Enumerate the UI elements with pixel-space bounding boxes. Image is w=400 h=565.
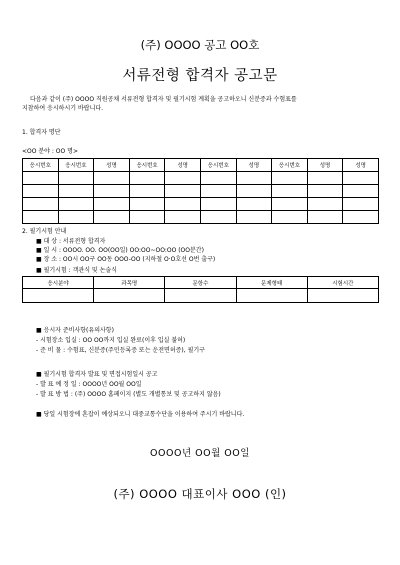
column-header: 응시번호	[200, 159, 236, 172]
prep-item-entry: - 시험장소 입실 : OO OO까지 입실 완료(이후 입실 불허)	[36, 337, 186, 344]
result-title: ■ 필기시험 합격자 발표 및 면접시험일시 공고	[36, 371, 158, 378]
table-cell	[165, 198, 201, 211]
prep-title: ■ 응시자 준비사항(유의사항)	[36, 327, 114, 334]
exam-info-table	[22, 276, 379, 303]
table-row	[23, 198, 379, 211]
column-header: 성명	[343, 159, 379, 172]
table-cell	[129, 198, 165, 211]
table-cell	[165, 289, 236, 303]
document-title: 서류전형 합격자 공고문	[122, 68, 278, 84]
table-cell	[307, 172, 343, 185]
exam-target-line: ■ 대 상 : 서류전형 합격자	[36, 238, 106, 245]
table-cell	[343, 185, 379, 198]
column-header: 성명	[94, 159, 130, 172]
document-date: OOOO년 OO월 OO일	[150, 448, 250, 459]
traffic-notice: ■ 당일 시험장에 혼잡이 예상되오니 대중교통수단을 이용하여 주시기 바랍니다.	[36, 411, 245, 418]
table-cell	[236, 172, 272, 185]
table-cell	[23, 211, 59, 224]
table-cell	[58, 185, 94, 198]
table-row	[23, 172, 379, 185]
table-header-row	[23, 277, 379, 289]
table-cell	[343, 211, 379, 224]
table-row	[23, 211, 379, 224]
intro-paragraph	[22, 95, 382, 113]
section2-heading: 2. 필기시험 안내	[22, 228, 67, 235]
table-cell	[307, 211, 343, 224]
table-header-row	[23, 159, 379, 172]
table-cell	[58, 172, 94, 185]
column-header: 응시번호	[58, 159, 94, 172]
table-cell	[272, 185, 308, 198]
column-header: 문항수	[165, 277, 236, 289]
exam-location-line: ■ 장 소 : OO시 OO구 OO동 OOO-OO (지하철 O·O호선 O번 출구)	[36, 256, 216, 263]
column-header: 성명	[307, 159, 343, 172]
table-cell	[58, 211, 94, 224]
table-cell	[307, 198, 343, 211]
table-cell	[272, 172, 308, 185]
column-header: 응시번호	[129, 159, 165, 172]
column-header: 문제형태	[236, 277, 307, 289]
table-cell	[272, 198, 308, 211]
field-label: <OO 분야 : OO 명>	[22, 148, 78, 155]
result-item-method: - 발 표 방 법 : (주) OOOO 홈페이지 (별도 개별통보 및 공고하지 않음)	[36, 391, 221, 398]
exam-datetime-line: ■ 일 시 : OOOO. OO. OO(OO일) OO:OO~OO:OO (OO분간)	[36, 247, 204, 254]
table-cell	[129, 185, 165, 198]
table-cell	[165, 185, 201, 198]
company-signature: (주) OOOO 대표이사 OOO (인)	[113, 487, 287, 501]
table-cell	[236, 185, 272, 198]
table-cell	[307, 185, 343, 198]
column-header: 응시분야	[23, 277, 94, 289]
table-cell	[200, 211, 236, 224]
table-cell	[272, 211, 308, 224]
table-cell	[94, 172, 130, 185]
table-cell	[58, 198, 94, 211]
column-header: 성명	[165, 159, 201, 172]
table-row	[23, 289, 379, 303]
table-cell	[307, 289, 378, 303]
table-cell	[200, 172, 236, 185]
table-cell	[343, 198, 379, 211]
column-header: 과목명	[94, 277, 165, 289]
table-cell	[94, 198, 130, 211]
table-cell	[23, 289, 94, 303]
table-row	[23, 185, 379, 198]
table-cell	[23, 198, 59, 211]
passer-list-table	[22, 158, 379, 224]
table-cell	[94, 211, 130, 224]
table-cell	[236, 198, 272, 211]
table-cell	[129, 211, 165, 224]
intro-line: 지참하여 응시하시기 바랍니다.	[22, 105, 104, 112]
exam-type-line: ■ 필기시험 : 객관식 및 논술식	[36, 267, 117, 274]
column-header: 시험시간	[307, 277, 378, 289]
column-header: 성명	[236, 159, 272, 172]
table-cell	[200, 198, 236, 211]
table-cell	[94, 289, 165, 303]
table-cell	[236, 289, 307, 303]
column-header: 응시번호	[23, 159, 59, 172]
table-cell	[23, 185, 59, 198]
table-cell	[94, 185, 130, 198]
section1-heading: 1. 합격자 명단	[22, 129, 61, 136]
table-cell	[129, 172, 165, 185]
intro-line: 다음과 같이 (주) OOOO 직원공채 서류전형 합격자 및 필기시험 계획을 공고하오니 신분증과 수험표를	[30, 96, 297, 103]
table-cell	[343, 172, 379, 185]
table-cell	[165, 211, 201, 224]
table-cell	[165, 172, 201, 185]
table-cell	[236, 211, 272, 224]
table-cell	[200, 185, 236, 198]
column-header: 응시번호	[272, 159, 308, 172]
result-item-date: - 발 표 예 정 일 : OOOO년 OO월 OO일	[36, 381, 142, 388]
prep-item-supplies: - 준 비 물 : 수험표, 신분증(주민등록증 또는 운전면허증), 필기구	[36, 347, 205, 354]
table-cell	[23, 172, 59, 185]
announcement-number: (주) OOOO 공고 OO호	[140, 38, 260, 52]
